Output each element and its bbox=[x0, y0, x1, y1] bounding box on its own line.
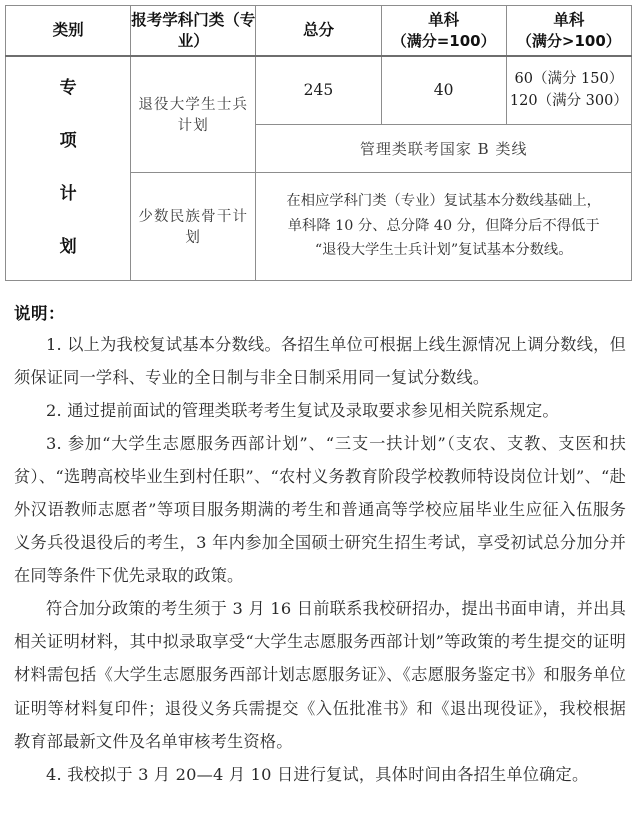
header-single-subject-gt100 bbox=[506, 6, 631, 57]
category-char-1: 项 bbox=[59, 131, 77, 152]
header-single-gt-sub: （满分>100） bbox=[516, 31, 621, 50]
note-item-4: 4. 我校拟于 3 月 20—4 月 10 日进行复试，具体时间由各招生单位确定。 bbox=[46, 764, 589, 784]
minority-desc-line3: “退役大学生士兵计划”复试基本分数线。 bbox=[314, 242, 573, 259]
veteran-single-gt-line2: 120（满分 300） bbox=[509, 93, 628, 110]
veteran-single-gt-line1: 60（满分 150） bbox=[514, 70, 624, 87]
header-single-eq-main: 单科 bbox=[428, 10, 460, 29]
veteran-total-score: 245 bbox=[256, 56, 381, 124]
notes-heading: 说明： bbox=[14, 304, 65, 323]
veteran-single-eq100: 40 bbox=[381, 56, 506, 124]
header-single-eq-sub: （满分=100） bbox=[391, 31, 496, 50]
veteran-single-gt100 bbox=[506, 56, 631, 124]
category-char-0: 专 bbox=[59, 78, 77, 99]
category-label-special-plan bbox=[6, 56, 131, 280]
notes-section bbox=[0, 300, 640, 791]
header-total-score: 总分 bbox=[256, 6, 381, 57]
header-single-gt-main: 单科 bbox=[553, 10, 585, 29]
table-row-veteran-plan bbox=[6, 56, 632, 124]
note-item-2: 2. 通过提前面试的管理类联考考生复试及录取要求参见相关院系规定。 bbox=[46, 401, 559, 421]
note-item-1: 1. 以上为我校复试基本分数线。各招生单位可根据上线生源情况上调分数线，但须保证同一学科、专业的全日制与非全日制采用同一复试分数线。 bbox=[14, 335, 626, 388]
note-item-3-continued: 符合加分政策的考生须于 3 月 16 日前联系我校研招办，提出书面申请，并出具相关证明材料，其中拟录取享受“大学生志愿服务西部计划”等政策的考生提交的证明材料需包括《大学生志愿服务西部计划志愿服务证》、《志愿服务鉴定书》和服务单位证明等材料复印件；退役义务兵需提交《入伍批准书》和《退出现役证》，我校根据教育部最新文件及名单审核考生资格。 bbox=[14, 599, 626, 751]
minority-score-description bbox=[256, 172, 632, 280]
plan-name-minority: 少数民族骨干计划 bbox=[131, 172, 256, 280]
note-item-3: 3. 参加“大学生志愿服务西部计划”、“三支一扶计划”（支农、支教、支医和扶贫）、“选聘高校毕业生到村任职”、“农村义务教育阶段学校教师特设岗位计划”、“赴外汉语教师志愿者”等项目服务期满的考生和普通高等学校应届毕业生应征入伍服务义务兵役退役后的考生，3 年内参加全国硕士研究生招生考试，享受初试总分加分并在同等条件下优先录取的政策。 bbox=[14, 434, 626, 586]
category-char-2: 计 bbox=[59, 184, 77, 205]
header-single-subject-eq100 bbox=[381, 6, 506, 57]
category-char-3: 划 bbox=[59, 237, 77, 258]
header-subject: 报考学科门类（专业） bbox=[131, 6, 256, 57]
plan-name-veteran: 退役大学生士兵计划 bbox=[131, 56, 256, 172]
header-category: 类别 bbox=[6, 6, 131, 57]
table-header-row bbox=[6, 6, 632, 57]
minority-desc-line2: 单科降 10 分、总分降 40 分，但降分后不得低于 bbox=[287, 217, 600, 234]
minority-desc-line1: 在相应学科门类（专业）复试基本分数线基础上， bbox=[286, 193, 601, 210]
management-national-b-line: 管理类联考国家 B 类线 bbox=[256, 124, 632, 172]
score-line-table bbox=[5, 5, 632, 281]
